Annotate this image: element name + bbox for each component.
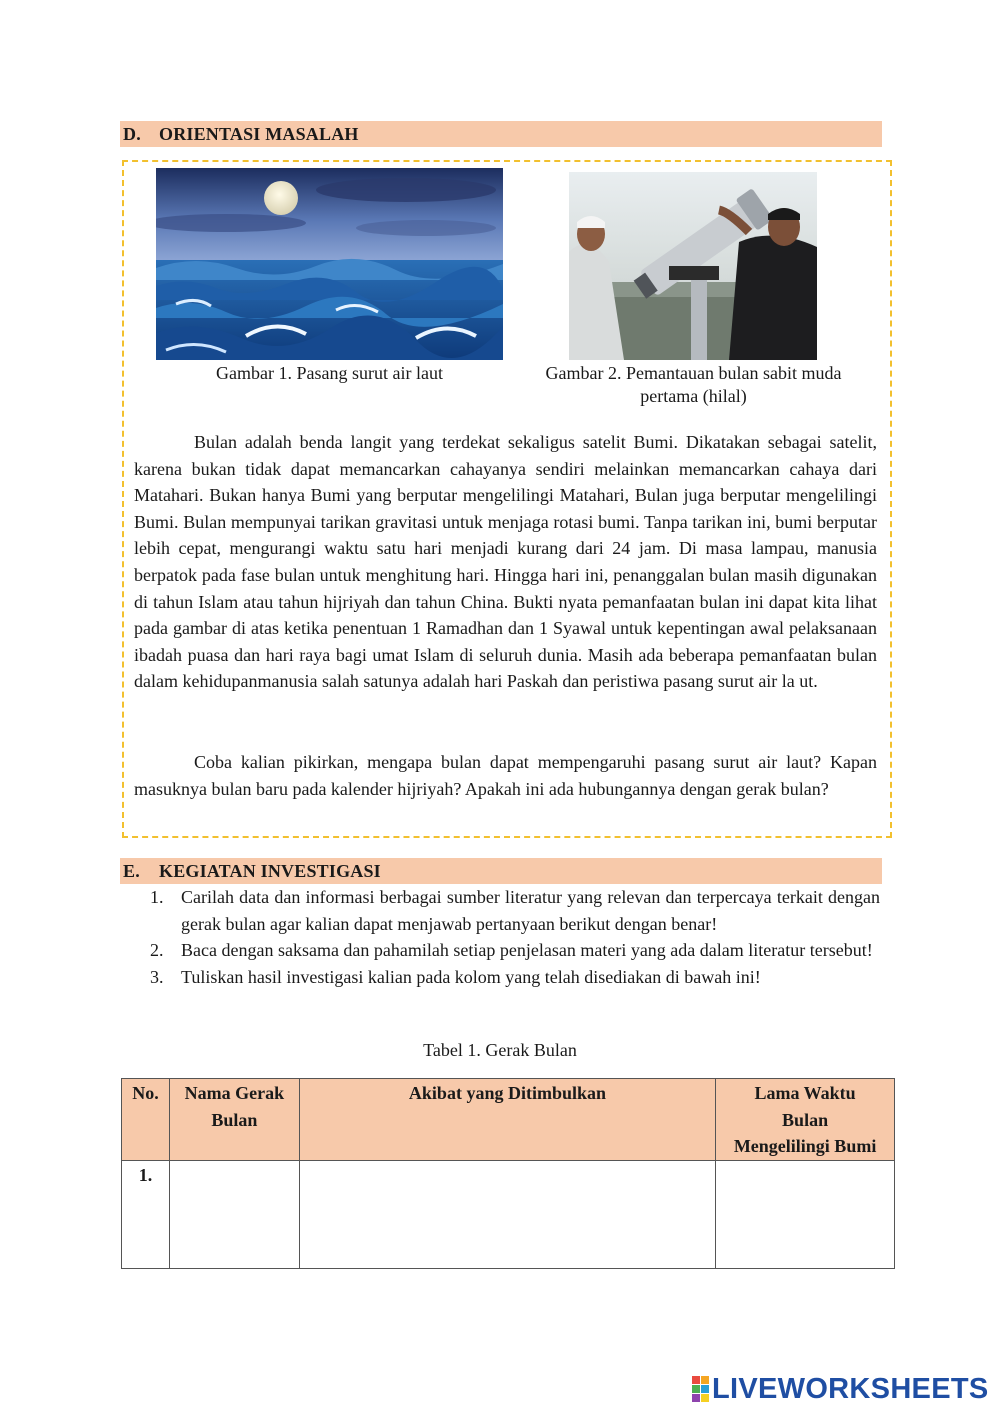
header-duration-line2: Bulan (782, 1109, 829, 1130)
section-e-letter: E. (123, 861, 140, 881)
section-d-title: ORIENTASI MASALAH (159, 124, 359, 144)
figure-1-sea-moon-image (156, 168, 503, 360)
liveworksheets-logo-icon (692, 1376, 709, 1402)
step-text: Carilah data dan informasi berbagai sumber literatur yang relevan dan terpercaya terkait dengan gerak bulan agar kalian dapat menjawab pertanyaan berikut dengan benar! (181, 887, 880, 934)
section-e-title: KEGIATAN INVESTIGASI (159, 861, 381, 881)
header-duration (716, 1079, 895, 1161)
telescope-observers-illustration (569, 172, 817, 360)
header-no: No. (122, 1079, 170, 1161)
step-number: 2. (150, 940, 164, 960)
step-item (150, 964, 880, 991)
step-number: 3. (150, 966, 164, 987)
header-motion-name (169, 1079, 299, 1161)
header-duration-line1: Lama Waktu (754, 1083, 856, 1103)
liveworksheets-logo (692, 1372, 989, 1406)
figure-2-caption-line1: Gambar 2. Pemantauan bulan sabit muda (545, 363, 842, 383)
step-text: Tuliskan hasil investigasi kalian pada kolom yang telah disediakan di bawah ini! (181, 966, 761, 987)
liveworksheets-logo-text: LIVEWORKSHEETS (712, 1372, 989, 1405)
step-item (150, 937, 880, 964)
figure-2-hilal-observation-image (569, 172, 817, 360)
investigation-steps (150, 884, 880, 990)
header-duration-line3: Mengelilingi Bumi (733, 1136, 877, 1156)
motion-name-answer-cell[interactable] (169, 1160, 299, 1268)
section-d-header (120, 121, 882, 147)
step-text: Baca dengan saksama dan pahamilah setiap penjelasan materi yang ada dalam literatur tersebut! (181, 940, 873, 960)
header-motion-name-line1: Nama Gerak (184, 1083, 285, 1103)
table-header-row (122, 1079, 895, 1161)
figure-1-caption: Gambar 1. Pasang surut air laut (216, 363, 443, 383)
moon-motion-table (121, 1078, 895, 1269)
header-effect: Akibat yang Ditimbulkan (299, 1079, 715, 1161)
section-d-letter: D. (123, 124, 141, 144)
step-number: 1. (150, 887, 164, 907)
duration-answer-cell[interactable] (716, 1160, 895, 1268)
table-row (122, 1160, 895, 1268)
header-motion-name-line2: Bulan (211, 1109, 258, 1130)
row-number-cell: 1. (122, 1160, 170, 1268)
step-item (150, 884, 880, 937)
figure-2-caption-line2: pertama (hilal) (640, 386, 747, 406)
section-e-header (120, 858, 882, 884)
effect-answer-cell[interactable] (299, 1160, 715, 1268)
orientation-paragraph-2: Coba kalian pikirkan, mengapa bulan dapat mempengaruhi pasang surut air laut? Kapan masuknya bulan baru pada kalender hijriyah? Apakah ini ada hubungannya dengan gerak bulan? (134, 752, 877, 799)
table-title: Tabel 1. Gerak Bulan (423, 1040, 577, 1060)
sea-moon-illustration (156, 168, 503, 360)
orientation-paragraph-1: Bulan adalah benda langit yang terdekat sekaligus satelit Bumi. Dikatakan sebagai satelit, karena bukan tidak dapat memancarkan cahayanya sendiri melainkan memancarkan cahaya dari Matahari. Bukan hanya Bumi yang berputar mengelilingi Matahari, Bulan juga berputar mengelilingi Bumi. Bulan mempunyai tarikan gravitasi untuk menjaga rotasi bumi. Tanpa tarikan ini, bumi berputar lebih cepat, mengurangi waktu satu hari menjadi kurang dari 24 jam. Di masa lampau, manusia berpatok pada fase bulan untuk menghitung hari. Hingga hari ini, penanggalan bulan masih digunakan di tahun Islam atau tahun hijriyah dan tahun China. Bukti nyata pemanfaatan bulan ini dapat kita lihat pada gambar di atas ketika penentuan 1 Ramadhan dan 1 Syawal untuk kepentingan awal pelaksanaan ibadah puasa dan hari raya bagi umat Islam di seluruh dunia. Masih ada beberapa pemanfaatan bulan dalam kehidupanmanusia salah satunya adalah hari Paskah dan peristiwa pasang surut air la ut. (134, 432, 877, 692)
